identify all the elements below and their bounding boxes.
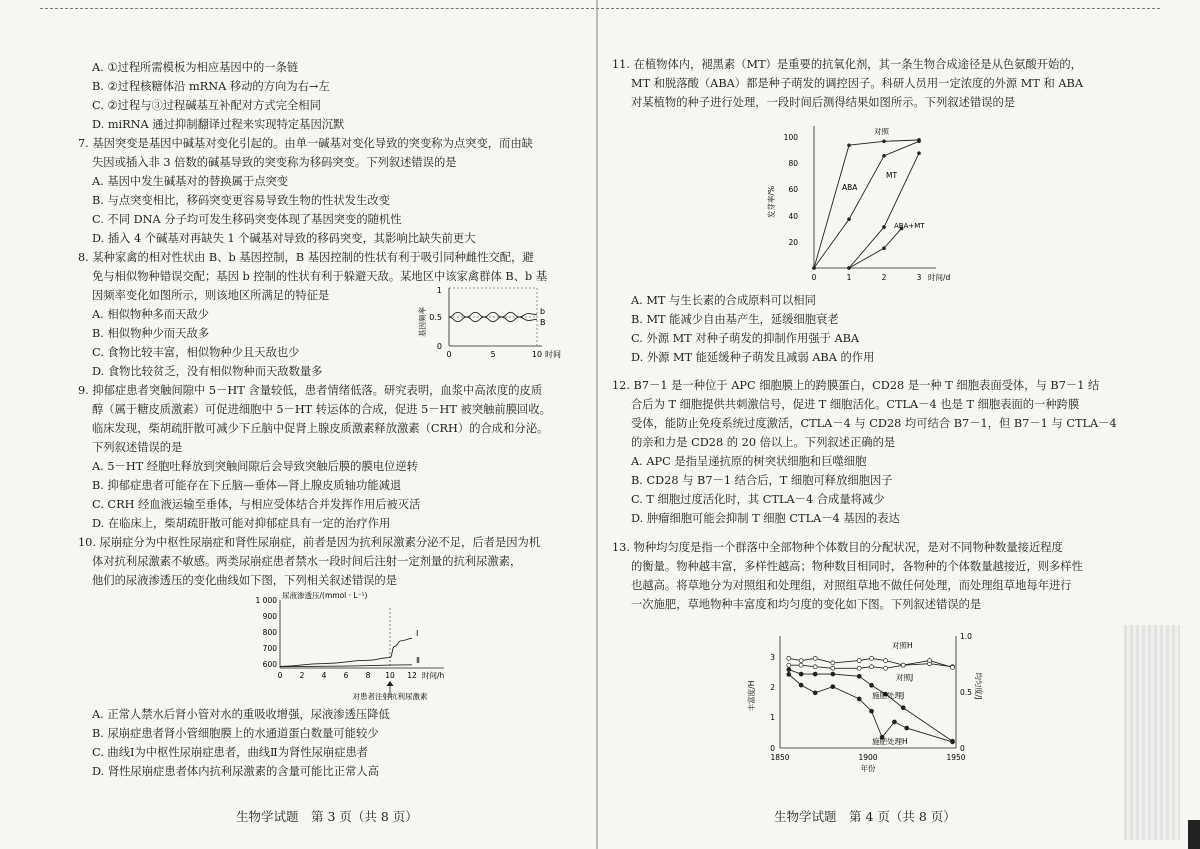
q9-stem-line-4: 下列叙述错误的是 [92,441,183,454]
q13-point [892,720,896,724]
q9-stem-line-1: 9. 抑郁症患者突触间隙中 5－HT 含量较低，患者情绪低落。研究表明，血浆中高浓度的皮质 [78,384,543,397]
q13-point [884,666,888,670]
q13-label-fert-j: 施肥处理J [872,691,905,700]
q11-x-tick-3: 3 [916,273,922,282]
q13-point [870,656,874,660]
q13-point [813,691,817,695]
q10-x-ticks [278,671,417,680]
q10-x-tick-12: 12 [407,671,417,680]
q11-y-ticks [784,133,799,247]
q13-point [799,663,803,667]
q11-germination-chart [764,118,964,288]
q11-option-c: C. 外源 MT 对种子萌发的抑制作用强于 ABA [631,332,860,345]
q7-option-d: D. 插入 4 个碱基对再缺失 1 个碱基对导致的移码突变，其影响比缺失前更大 [92,232,476,245]
q11-x-tick-0: 0 [811,273,817,282]
q13-y-tick-3: 3 [770,653,775,662]
q11-series-line-3 [849,228,902,268]
q12-option-b: B. CD28 与 B7－1 结合后，T 细胞可释放细胞因子 [631,474,893,487]
q11-x-unit: 时间/d [928,273,951,282]
q8-y-ticks [429,286,442,351]
left-page-footer: 生物学试题 第 3 页（共 8 页） [236,808,418,824]
q12-stem-line-1: 12. B7－1 是一种位于 APC 细胞膜上的跨膜蛋白，CD28 是一种 T 细胞表面受体，与 B7－1 结 [612,379,1100,392]
q10-stem-line-2: 体对抗利尿激素不敏感。两类尿崩症患者禁水一段时间后注射一定剂量的抗利尿激素， [92,555,522,568]
q11-point [882,139,886,143]
q11-stem-line-1: 11. 在植物体内，褪黑素（MT）是重要的抗氧化剂，其一条生物合成途径是从色氨酸开始的， [612,58,1082,71]
q13-point [884,659,888,663]
q11-point [917,139,921,143]
q13-stem-line-3: 也越高。将草地分为对照组和处理组，对照组草地不做任何处理，而处理组草地每年进行 [631,579,1072,592]
q13-point [831,666,835,670]
right-page-footer: 生物学试题 第 4 页（共 8 页） [774,808,956,824]
q8-x-tick-5: 5 [490,350,496,359]
q10-x-tick-10: 10 [385,671,395,680]
q12-option-c: C. T 细胞过度活化时，其 CTLA－4 合成量将减少 [631,493,885,506]
q10-option-b: B. 尿崩症患者肾小管细胞膜上的水通道蛋白数量可能较少 [92,727,379,740]
q13-label-fert-h: 施肥处理H [872,737,908,746]
q7-option-c: C. 不同 DNA 分子均可发生移码突变体现了基因突变的随机性 [92,213,402,226]
q13-y2-tick-0: 0 [960,744,965,753]
q13-xlabel: 年份 [860,764,876,773]
q11-point [847,266,851,270]
q11-option-a: A. MT 与生长素的合成原料可以相同 [631,294,816,307]
q13-point [813,656,817,660]
q13-point [857,659,861,663]
q13-y2-tick-05: 0.5 [960,688,972,697]
q13-point [928,659,932,663]
q11-point [847,217,851,221]
q13-point [870,709,874,713]
q13-point [813,672,817,676]
q12-stem-line-2: 合后为 T 细胞提供共刺激信号，促进 T 细胞活化。CTLA－4 也是 T 细胞表面的一种跨膜 [631,398,1080,411]
q10-x-tick-6: 6 [343,671,349,680]
q7-stem-line-1: 7. 基因突变是基因中碱基对变化引起的。由单一碱基对变化导致的突变称为点突变，而由缺 [78,137,533,150]
q11-series-line-0 [814,140,919,268]
q13-point [857,697,861,701]
q13-richness-evenness-chart [744,626,984,776]
q8-y-tick-05: 0.5 [429,313,442,322]
q13-y-tick-0: 0 [770,744,775,753]
q13-y-tick-2: 2 [770,683,775,692]
scan-corner-edge [1188,820,1200,849]
q8-x-unit: 时间 [545,350,561,359]
q11-y-tick-20: 20 [788,238,798,247]
q13-point [950,740,954,744]
q13-point [857,666,861,670]
q8-y-tick-0: 0 [436,342,442,351]
q13-right-ticks [960,632,972,753]
q7-option-b: B. 与点突变相比，移码突变更容易导致生物的性状发生改变 [92,194,390,207]
q11-option-b: B. MT 能减少自由基产生，延缓细胞衰老 [631,313,839,326]
q13-x-ticks [770,753,965,762]
q11-label-control: 对照 [874,127,889,136]
q13-point [787,656,791,660]
q13-label-control-h: 对照H [892,641,913,650]
q13-point [905,726,909,730]
q11-stem-line-2: MT 和脱落酸（ABA）都是种子萌发的调控因子。科研人员用一定浓度的外源 MT 和 ABA [631,77,1084,90]
q10-curve-I [280,638,412,666]
q11-point [882,246,886,250]
q13-label-control-j: 对照J [896,673,914,682]
q13-left-ticks [770,653,775,753]
q11-x-tick-1: 1 [846,273,852,282]
q13-point [901,663,905,667]
q8-option-c: C. 食物比较丰富，相似物种少且天敌也少 [92,346,300,359]
q8-stem-line-2: 免与相似物种错误交配；基因 b 控制的性状有利于躲避天敌。某地区中该家禽群体 B、b 基 [92,270,548,283]
q10-urine-osmolality-chart [246,586,476,706]
q11-option-d: D. 外源 MT 能延缓种子萌发且减弱 ABA 的作用 [631,351,875,364]
q13-ylabel-left: 丰富度/H [747,680,756,712]
q9-option-a: A. 5－HT 经胞吐释放到突触间隙后会导致突触后膜的膜电位逆转 [92,460,418,473]
q13-point [799,683,803,687]
scan-shadow-stripe [1124,625,1180,840]
q13-point [799,659,803,663]
q10-y-tick-800: 800 [262,628,277,637]
q10-option-d: D. 肾性尿崩症患者体内抗利尿激素的含量可能比正常人高 [92,765,379,778]
q10-x-unit: 时间/h [422,671,445,680]
left-page [0,0,598,849]
q6-option-a: A. ①过程所需模板为相应基因中的一条链 [92,61,299,74]
q10-y-tick-1000: 1 000 [255,596,277,605]
q13-ylabel-right: 均匀度/J [974,672,983,700]
q13-point [831,661,835,665]
q8-y-tick-1: 1 [436,286,442,295]
q10-y-tick-900: 900 [262,612,277,621]
q10-y-tick-600: 600 [262,660,277,669]
q11-series-line-1 [814,141,919,268]
q11-series-group [812,138,921,270]
q13-point [901,706,905,710]
q8-option-a: A. 相似物种多而天敌少 [92,308,210,321]
q8-option-b: B. 相似物种少而天敌多 [92,327,210,340]
q7-option-a: A. 基因中发生碱基对的替换属于点突变 [92,175,289,188]
q9-stem-line-3: 临床发现，柴胡疏肝散可减少下丘脑中促肾上腺皮质激素释放激素（CRH）的合成和分泌。 [92,422,549,435]
q12-stem-line-4: 的亲和力是 CD28 的 20 倍以上。下列叙述正确的是 [631,436,896,449]
q13-point [787,668,791,672]
q8-legend-B: B [540,318,546,327]
q13-stem-line-1: 13. 物种均匀度是指一个群落中全部物种个体数目的分配状况，是对不同物种数量接近程度 [612,541,1063,554]
q9-stem-line-2: 醇（属于糖皮质激素）可促进细胞中 5－HT 转运体的合成，促进 5－HT 被突触前膜回收。 [92,403,551,416]
q8-x-tick-0: 0 [446,350,452,359]
q10-stem-line-3: 他们的尿液渗透压的变化曲线如下图，下列相关叙述错误的是 [92,574,398,587]
q9-option-b: B. 抑郁症患者可能存在下丘脑—垂体—肾上腺皮质轴功能减退 [92,479,402,492]
q11-y-tick-100: 100 [783,133,798,142]
q6-option-d: D. miRNA 通过抑制翻译过程来实现特定基因沉默 [92,118,345,131]
q10-ylabel: 尿液渗透压/(mmol · L⁻¹) [282,591,368,600]
q8-legend-b: b [540,307,546,316]
q13-stem-line-4: 一次施肥，草地物种丰富度和均匀度的变化如下图。下列叙述错误的是 [631,598,982,611]
q11-ylabel: 发芽率/% [767,185,776,219]
q11-label-aba-mt: ABA+MT [894,222,925,230]
q8-stem-line-1: 8. 某种家禽的相对性状由 B、b 基因控制，B 基因控制的性状有利于吸引同种雌性交配，避 [78,251,534,264]
q6-option-b: B. ②过程核糖体沿 mRNA 移动的方向为右→左 [92,80,330,93]
q13-point [799,672,803,676]
q11-stem-line-3: 对某植物的种子进行处理，一段时间后测得结果如图所示。下列叙述错误的是 [631,96,1016,109]
q12-option-a: A. APC 是指呈递抗原的树突状细胞和巨噬细胞 [631,455,867,468]
q10-option-a: A. 正常人禁水后肾小管对水的重吸收增强，尿液渗透压降低 [92,708,390,721]
q10-option-c: C. 曲线Ⅰ为中枢性尿崩症患者，曲线Ⅱ为肾性尿崩症患者 [92,746,369,759]
q13-x-tick-1850: 1850 [770,753,790,762]
q13-x-tick-1950: 1950 [946,753,966,762]
q11-label-mt: MT [886,171,898,180]
q13-point [787,663,791,667]
q8-option-d: D. 食物比较贫乏，没有相似物种而天敌数量多 [92,365,323,378]
q13-point [813,665,817,669]
q10-y-tick-700: 700 [262,644,277,653]
q13-x-tick-1900: 1900 [858,753,878,762]
q11-y-tick-80: 80 [788,159,798,168]
q13-point [870,683,874,687]
q10-x-tick-8: 8 [365,671,371,680]
q13-point [831,672,835,676]
q8-gene-frequency-chart [412,280,588,364]
q13-series-group [787,656,955,743]
q10-stem-line-1: 10. 尿崩症分为中枢性尿崩症和肾性尿崩症，前者是因为抗利尿激素分泌不足，后者是因为机 [78,536,541,549]
q11-point [847,143,851,147]
q13-point [857,674,861,678]
q13-series-line-2 [789,670,953,742]
q13-point [950,665,954,669]
q11-point [812,266,816,270]
q10-label-I: Ⅰ [416,629,419,638]
q9-option-c: C. CRH 经血液运输至垂体，与相应受体结合并发挥作用后被灭活 [92,498,421,511]
q8-stem-line-3: 因频率变化如图所示，则该地区所满足的特征是 [92,289,330,302]
q12-stem-line-3: 受体，能防止免疫系统过度激活，CTLA－4 与 CD28 均可结合 B7－1，但 B7－1 与 CTLA－4 [631,417,1117,430]
q11-y-tick-40: 40 [788,212,798,221]
q10-arrow-up-icon [387,681,394,686]
q13-point [870,665,874,669]
q11-series-line-2 [849,153,919,268]
q11-point [917,151,921,155]
q13-stem-line-2: 的衡量。物种越丰富，多样性越高；物种数目相同时，各物种的个体数量越接近，则多样性 [631,560,1083,573]
q8-ylabel: 基因频率 [418,307,427,337]
q10-x-tick-0: 0 [277,671,283,680]
q13-point [831,685,835,689]
q13-y-tick-1: 1 [770,713,775,722]
q11-y-tick-60: 60 [788,185,798,194]
q11-label-aba: ABA [842,183,858,192]
q13-y2-tick-1: 1.0 [960,632,972,641]
q11-point [882,225,886,229]
right-page [598,0,1200,849]
q7-stem-line-2: 失因或插入非 3 倍数的碱基导致的突变称为移码突变。下列叙述错误的是 [92,156,457,169]
q11-point [882,154,886,158]
q9-option-d: D. 在临床上，柴胡疏肝散可能对抑郁症具有一定的治疗作用 [92,517,391,530]
q10-x-tick-2: 2 [299,671,305,680]
q6-option-c: C. ②过程与③过程碱基互补配对方式完全相同 [92,99,321,112]
q11-x-tick-2: 2 [881,273,887,282]
q10-label-II: Ⅱ [416,656,420,665]
q10-y-ticks [256,596,278,669]
q11-x-ticks [812,273,922,282]
q10-x-tick-4: 4 [321,671,327,680]
q10-annotation: 对患者注射抗利尿激素 [352,692,428,701]
q8-x-tick-10: 10 [531,350,543,359]
q13-point [787,672,791,676]
q12-option-d: D. 肿瘤细胞可能会抑制 T 细胞 CTLA－4 基因的表达 [631,512,900,525]
